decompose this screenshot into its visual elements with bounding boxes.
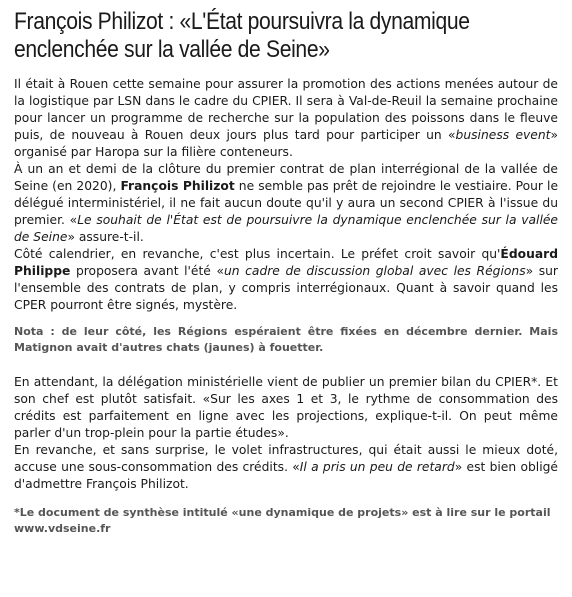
paragraph-1: [14, 76, 558, 161]
text-segment: » est bien obligé d'admettre François Philizot.: [14, 460, 558, 491]
text-segment: ne semble pas prêt de rejoindre le vestiaire. Pour le délégué interministériel, il ne fait aucun doute qu'il y aura un second CPIER à l'issue du premier. «: [14, 179, 559, 227]
footnote: *Le document de synthèse intitulé «une dynamique de projets» est à lire sur le portail www.vdseine.fr: [14, 506, 551, 535]
article: [14, 8, 558, 537]
spacer: [14, 356, 558, 374]
text-segment: » assure-t-il.: [67, 230, 144, 244]
article-body-continued: [14, 374, 558, 493]
article-title: François Philizot : «L'État poursuivra la dynamique enclenchée sur la vallée de Seine»: [14, 8, 470, 63]
text-segment: proposera avant l'été «: [70, 264, 224, 278]
paragraph-5: [14, 442, 558, 493]
article-body: [14, 76, 558, 314]
italic-segment: un cadre de discussion global avec les Régions: [223, 264, 526, 278]
italic-segment: Il a pris un peu de retard: [299, 460, 455, 474]
text-segment: » sur l'ensemble des contrats de plan, y compris interrégionaux. Quant à savoir quand les CPER pourront être signés, mystère.: [14, 264, 558, 312]
paragraph-4: [14, 374, 558, 442]
bold-segment: François Philizot: [120, 179, 235, 193]
text-segment: À un an et demi de la clôture du premier contrat de plan interrégional de la vallée de Seine (en 2020),: [14, 162, 558, 193]
text-segment: Il était à Rouen cette semaine pour assurer la promotion des actions menées autour de la logistique par LSN dans le cadre du CPIER. Il sera à Val-de-Reuil la semaine prochaine pour lancer un programme de recherche sur la population des poissons dans le fleuve puis, de nouveau à Rouen deux jours plus tard pour participer un «: [14, 77, 558, 142]
italic-segment: business event: [455, 128, 551, 142]
note: Nota : de leur côté, les Régions espéraient être fixées en décembre dernier. Mais Matignon avait d'autres chats (jaunes) à fouetter.: [14, 325, 558, 354]
text-segment: Côté calendrier, en revanche, c'est plus incertain. Le préfet croit savoir qu': [14, 247, 501, 261]
text-segment: » organisé par Haropa sur la filière conteneurs.: [14, 128, 558, 159]
italic-segment: Le souhait de l'État est de poursuivre la dynamique enclenchée sur la vallée de Seine: [14, 213, 559, 244]
text-segment: En revanche, et sans surprise, le volet infrastructures, qui était aussi le mieux doté, accuse une sous-consommation des crédits. «: [14, 443, 558, 474]
paragraph-3: [14, 246, 558, 314]
bold-segment: Édouard Philippe: [14, 247, 558, 278]
paragraph-2: [14, 161, 558, 246]
text-segment: En attendant, la délégation ministérielle vient de publier un premier bilan du CPIER*. Et son chef est plutôt satisfait. «Sur les axes 1 et 3, le rythme de consommation des crédits est parfaitement en ligne avec les projections, explique-t-il. On peut même parler d'un trop-plein pour la partie études».: [14, 375, 558, 440]
